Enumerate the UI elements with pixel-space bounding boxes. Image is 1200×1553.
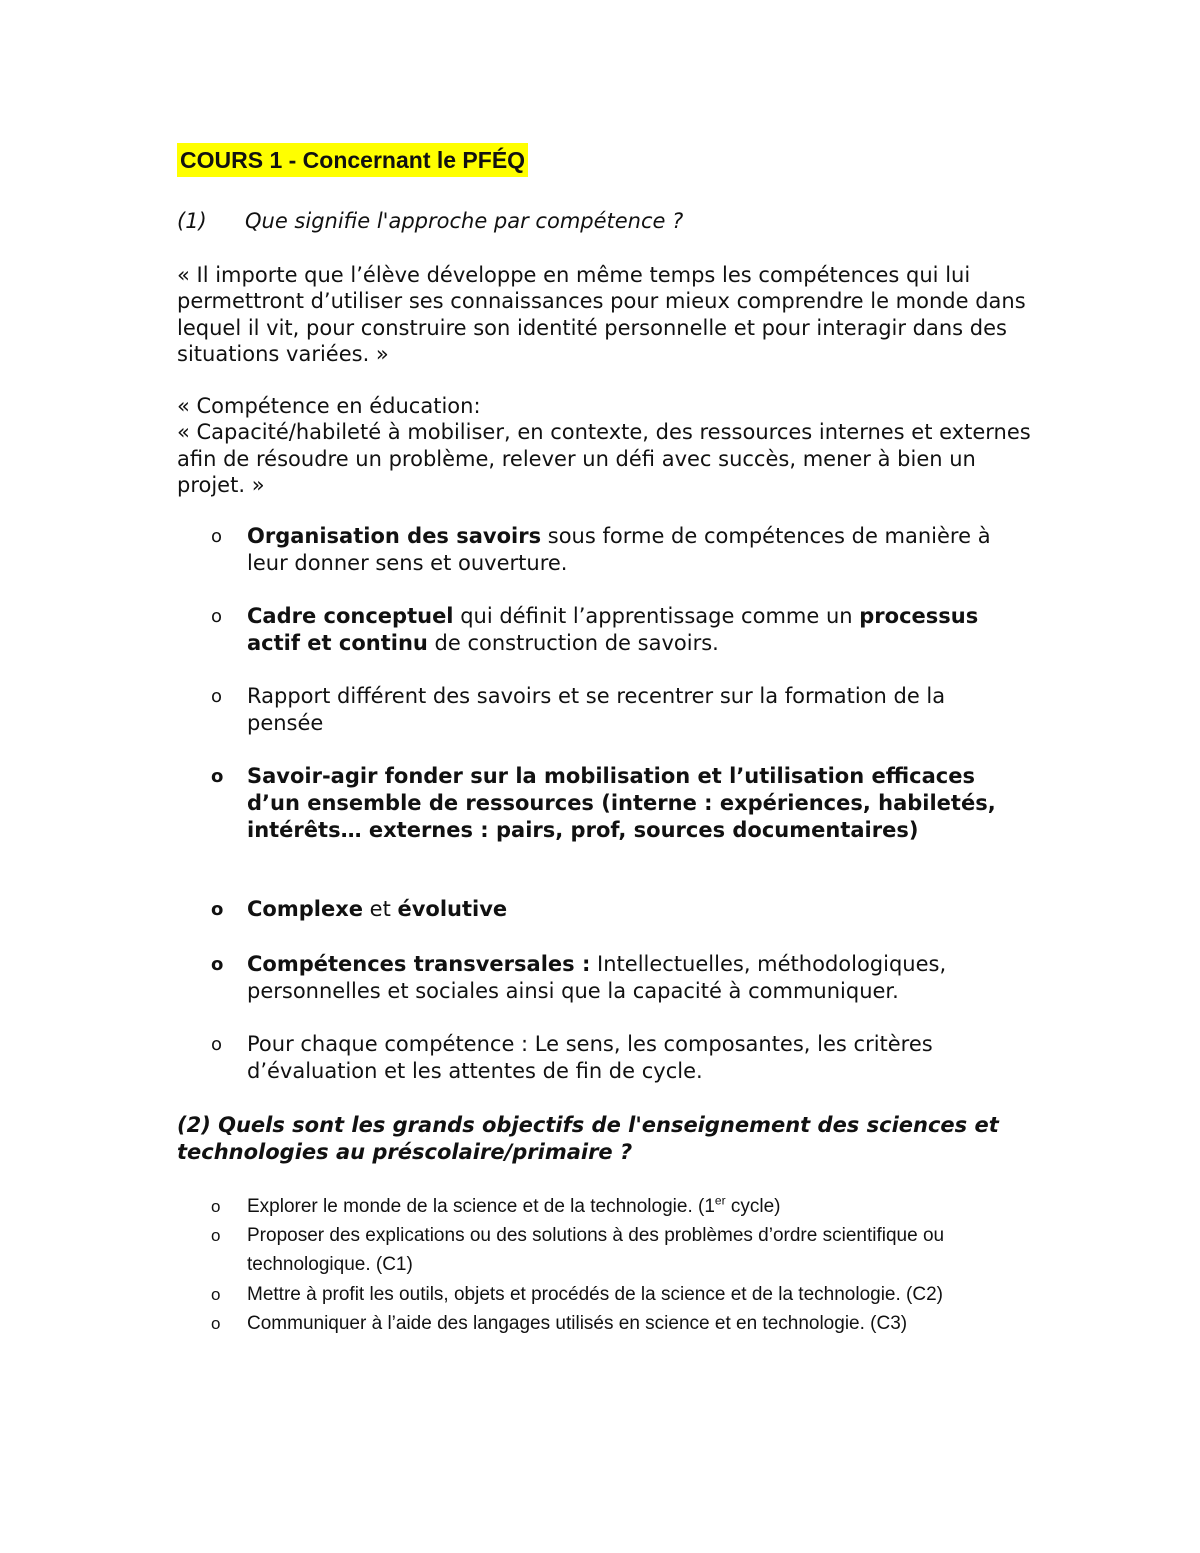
list-item	[177, 1309, 1027, 1338]
bullet-bold-text: Cadre conceptuel	[247, 604, 454, 628]
page-title: COURS 1 - Concernant le PFÉQ	[177, 143, 528, 177]
objective-text: Mettre à profit les outils, objets et procédés de la science et de la technologie. (C2)	[247, 1283, 943, 1305]
bullet-marker: o	[211, 526, 223, 547]
bullet-text: Rapport différent des savoirs et se recentrer sur la formation de la pensée	[247, 684, 946, 735]
bullet-marker: o	[211, 1197, 221, 1216]
question-1-text: Que signifie l'approche par compétence ?	[245, 209, 684, 233]
bullet-marker: o	[211, 1034, 223, 1055]
list-item	[177, 1192, 1027, 1221]
quote-2-body: « Capacité/habileté à mobiliser, en contexte, des ressources internes et externes afin de résoudre un problème, relever un défi avec succès, mener à bien un projet. »	[177, 420, 1031, 498]
quote-paragraph-2	[177, 393, 1037, 499]
quote-paragraph-1: « Il importe que l’élève développe en même temps les compétences qui lui permettront d’utiliser ses connaissances pour mieux comprendre le monde dans lequel il vit, pour construire son identité personnelle et pour interagir dans des situations variées. »	[177, 263, 1026, 367]
bullet-text: Pour chaque compétence : Le sens, les composantes, les critères d’évaluation et les attentes de fin de cycle.	[247, 1032, 933, 1083]
bullet-bold-text: Complexe	[247, 897, 363, 921]
quote-2-heading: « Compétence en éducation:	[177, 394, 481, 418]
question-1	[177, 206, 683, 236]
bullet-marker: o	[211, 1226, 221, 1246]
bullet-marker: o	[211, 686, 223, 707]
bullet-marker: o	[211, 899, 224, 920]
list-item	[177, 1280, 1027, 1309]
bullet-bold-text: Organisation des savoirs	[247, 524, 542, 548]
objective-text: Communiquer à l’aide des langages utilisés en science et en technologie. (C3)	[247, 1312, 908, 1334]
bullet-bold-text: évolutive	[397, 897, 508, 921]
bullet-marker: o	[211, 766, 224, 787]
question-1-number: (1)	[177, 209, 207, 233]
bullet-marker: o	[211, 954, 224, 975]
bullet-marker: o	[211, 606, 223, 627]
bullet-text: et	[362, 897, 398, 921]
bullet-text: qui définit l’apprentissage comme un	[453, 604, 860, 628]
objective-superscript: er	[714, 1193, 726, 1208]
question-2: (2) Quels sont les grands objectifs de l'enseignement des sciences et technologies au préscolaire/primaire ?	[177, 1113, 999, 1164]
bullet-text: sous forme de compétences de manière à leur donner sens et ouverture.	[247, 524, 991, 575]
bullet-bold-text: processus actif et continu	[247, 604, 979, 655]
objectives-list	[177, 1192, 1027, 1338]
bullet-text: de construction de savoirs.	[427, 631, 719, 655]
objective-text: Proposer des explications ou des solutions à des problèmes d’ordre scientifique ou technologique. (C1)	[247, 1225, 945, 1276]
bullet-marker: o	[211, 1284, 221, 1304]
bullet-bold-text: Compétences transversales :	[247, 952, 591, 976]
list-item	[177, 1221, 1027, 1279]
bullet-marker: o	[211, 1313, 221, 1333]
objective-text: Explorer le monde de la science et de la technologie. (1	[247, 1196, 715, 1217]
bullet-text: Intellectuelles, méthodologiques, personnelles et sociales ainsi que la capacité à communiquer.	[247, 952, 947, 1003]
objective-text: cycle)	[725, 1196, 781, 1217]
bullet-bold-text: Savoir-agir fonder sur la mobilisation et l’utilisation efficaces d’un ensemble de ressources (interne : expériences, habiletés, intérêts… externes : pairs, prof, sources documentaires)	[247, 764, 996, 842]
